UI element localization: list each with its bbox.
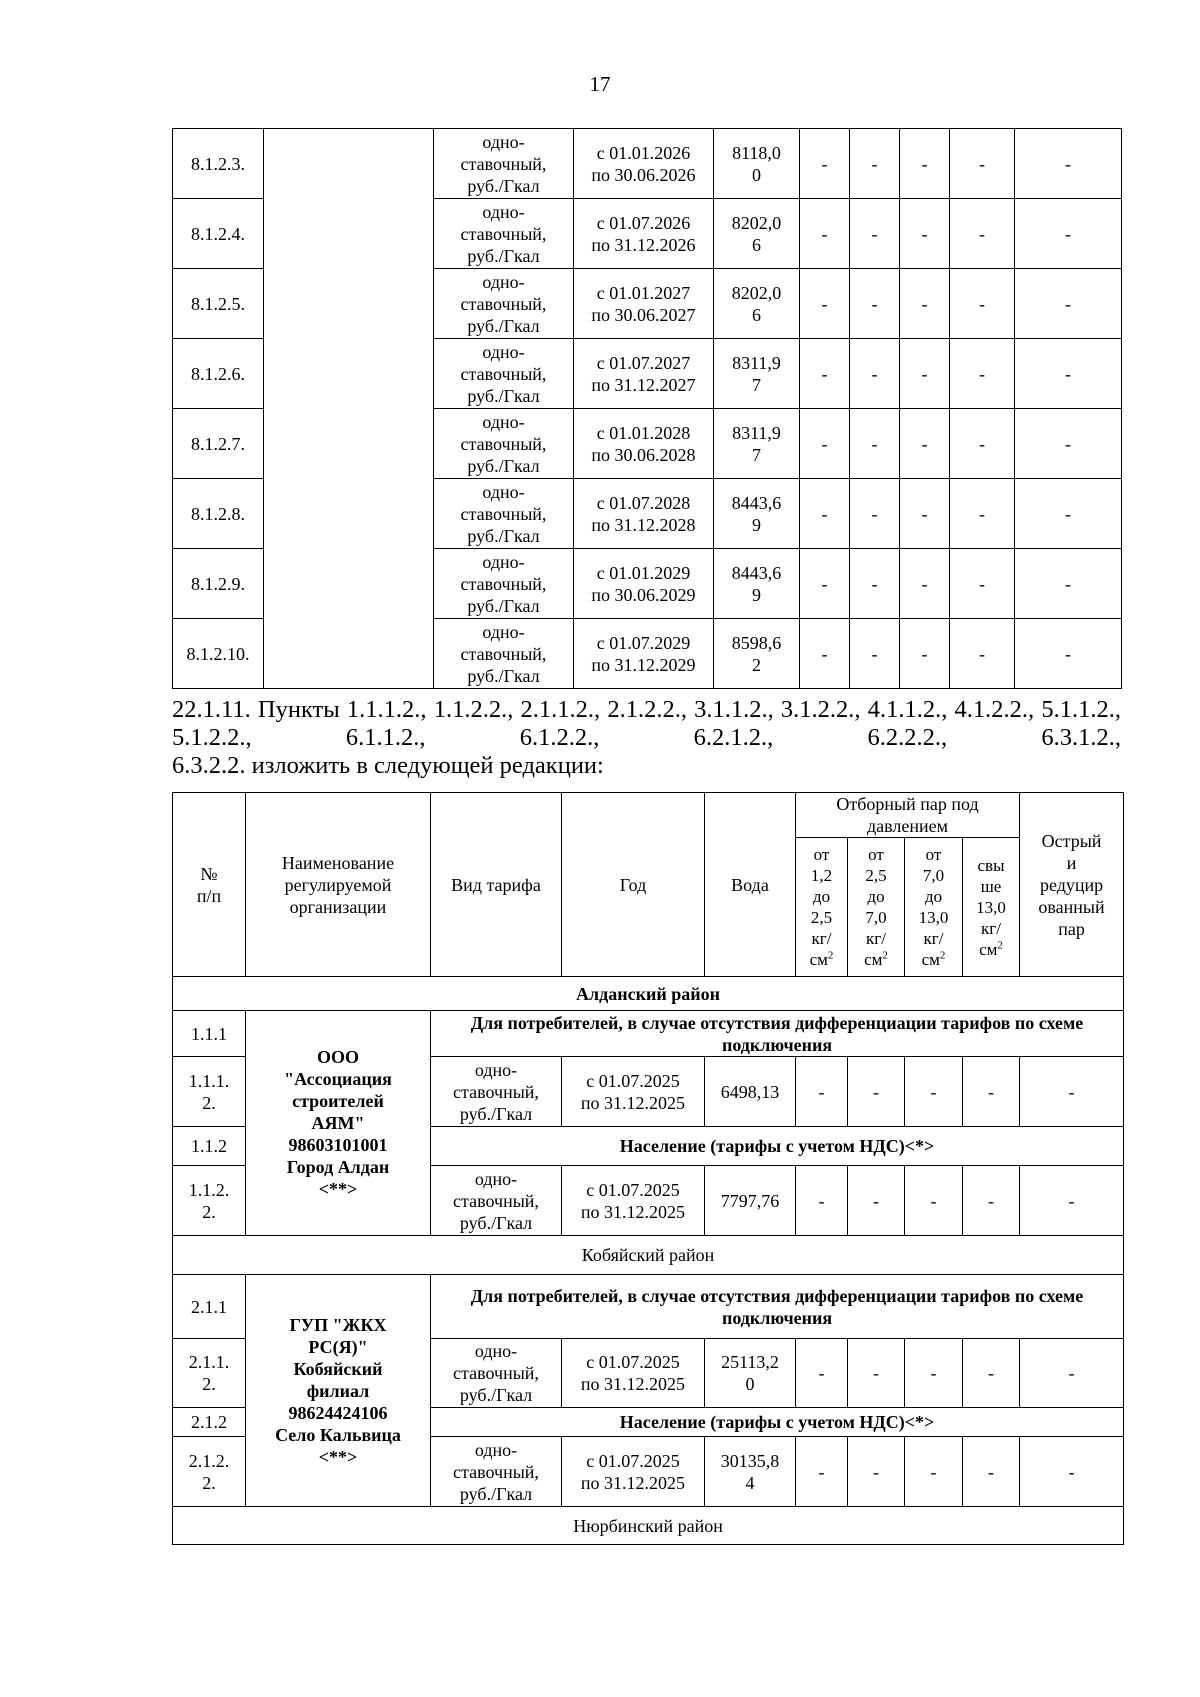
row-value: -	[800, 339, 850, 409]
row-value: -	[950, 199, 1015, 269]
row-value: -	[950, 479, 1015, 549]
row-num: 1.1.1	[173, 1011, 246, 1057]
row-value: -	[950, 549, 1015, 619]
row-value: -	[850, 409, 900, 479]
row-value: -	[850, 619, 900, 689]
row-value: -	[1020, 1166, 1124, 1236]
row-period: с 01.07.2025 по 31.12.2025	[562, 1339, 705, 1408]
row-num: 2.1.1. 2.	[173, 1339, 246, 1408]
row-value: -	[905, 1339, 963, 1408]
tariff-table-continued	[172, 128, 1122, 689]
row-tariff-type: одно- ставочный, руб./Гкал	[431, 1057, 562, 1127]
row-num: 8.1.2.3.	[173, 129, 264, 199]
row-value: -	[963, 1166, 1020, 1236]
row-num: 8.1.2.7.	[173, 409, 264, 479]
row-value: -	[796, 1166, 848, 1236]
row-value: -	[1020, 1339, 1124, 1408]
amendment-text-line2: 6.3.2.2. изложить в следующей редакции:	[172, 752, 604, 779]
row-num: 1.1.2. 2.	[173, 1166, 246, 1236]
group-label: Население (тарифы с учетом НДС)<*>	[431, 1127, 1124, 1166]
row-tariff-type: одно- ставочный, руб./Гкал	[434, 339, 574, 409]
row-value: -	[850, 479, 900, 549]
row-value: -	[900, 479, 950, 549]
row-value: -	[900, 409, 950, 479]
row-value: -	[800, 269, 850, 339]
row-num: 8.1.2.9.	[173, 549, 264, 619]
row-tariff-type: одно- ставочный, руб./Гкал	[434, 409, 574, 479]
row-value: -	[950, 409, 1015, 479]
group-label: Население (тарифы с учетом НДС)<*>	[431, 1408, 1124, 1437]
row-period: с 01.07.2026 по 31.12.2026	[574, 199, 714, 269]
row-value: -	[963, 1339, 1020, 1408]
row-water: 8443,6 9	[714, 479, 800, 549]
row-value: -	[800, 199, 850, 269]
organization-name-empty	[264, 129, 434, 689]
row-num: 8.1.2.5.	[173, 269, 264, 339]
header-steam-4: свы ше 13,0 кг/ $см^2$	[963, 838, 1020, 977]
row-value: -	[848, 1339, 905, 1408]
table-row	[173, 1275, 1124, 1339]
district-row	[173, 977, 1124, 1011]
row-num: 2.1.2. 2.	[173, 1437, 246, 1507]
row-value: -	[850, 129, 900, 199]
header-year: Год	[562, 793, 705, 977]
row-period: с 01.07.2029 по 31.12.2029	[574, 619, 714, 689]
row-tariff-type: одно- ставочный, руб./Гкал	[434, 549, 574, 619]
row-water: 25113,2 0	[705, 1339, 796, 1408]
row-water: 8202,0 6	[714, 199, 800, 269]
header-steam-3: от 7,0 до 13,0 кг/ $см^2$	[905, 838, 963, 977]
row-water: 8443,6 9	[714, 549, 800, 619]
row-water: 8202,0 6	[714, 269, 800, 339]
district-row	[173, 1236, 1124, 1275]
row-water: 7797,76	[705, 1166, 796, 1236]
row-value: -	[800, 619, 850, 689]
row-period: с 01.01.2028 по 30.06.2028	[574, 409, 714, 479]
row-num: 8.1.2.10.	[173, 619, 264, 689]
row-value: -	[848, 1166, 905, 1236]
row-value: -	[796, 1339, 848, 1408]
header-steam-1: от 1,2 до 2,5 кг/ $см^2$	[796, 838, 848, 977]
row-value: -	[796, 1437, 848, 1507]
row-water: 8311,9 7	[714, 409, 800, 479]
row-value: -	[950, 619, 1015, 689]
row-period: с 01.07.2025 по 31.12.2025	[562, 1166, 705, 1236]
row-value: -	[848, 1057, 905, 1127]
row-tariff-type: одно- ставочный, руб./Гкал	[431, 1437, 562, 1507]
row-value: -	[1015, 479, 1122, 549]
row-num: 8.1.2.6.	[173, 339, 264, 409]
row-period: с 01.07.2025 по 31.12.2025	[562, 1437, 705, 1507]
row-tariff-type: одно- ставочный, руб./Гкал	[431, 1166, 562, 1236]
row-value: -	[1015, 549, 1122, 619]
row-value: -	[963, 1437, 1020, 1507]
amendment-text-line1: 22.1.11. Пункты 1.1.1.2., 1.1.2.2., 2.1.1.2., 2.1.2.2., 3.1.1.2., 3.1.2.2., 4.1.1.2., 4.1.2.2., 5.1.1.2., 5.1.2.2., 6.1.1.2., 6.1.2.2., 6.2.1.2., 6.2.2.2., 6.3.1.2.,	[172, 696, 1121, 751]
row-value: -	[905, 1437, 963, 1507]
row-value: -	[800, 549, 850, 619]
row-water: 8118,0 0	[714, 129, 800, 199]
organization-name: ГУП "ЖКХ РС(Я)" Кобяйский филиал 98624424106 Село Кальвица <**>	[246, 1275, 431, 1507]
organization-name: ООО "Ассоциация строителей АЯМ" 98603101001 Город Алдан <**>	[246, 1011, 431, 1236]
header-sharp-steam: Острый и редуцир ованный пар	[1020, 793, 1124, 977]
row-tariff-type: одно- ставочный, руб./Гкал	[434, 479, 574, 549]
row-value: -	[850, 549, 900, 619]
row-period: с 01.01.2026 по 30.06.2026	[574, 129, 714, 199]
row-period: с 01.07.2025 по 31.12.2025	[562, 1057, 705, 1127]
row-value: -	[900, 619, 950, 689]
page-number: 17	[589, 72, 611, 96]
row-value: -	[1020, 1437, 1124, 1507]
district-aldan: Алданский район	[173, 977, 1124, 1011]
row-num: 2.1.1	[173, 1275, 246, 1339]
row-value: -	[900, 549, 950, 619]
row-period: с 01.01.2027 по 30.06.2027	[574, 269, 714, 339]
row-value: -	[848, 1437, 905, 1507]
row-period: с 01.07.2027 по 31.12.2027	[574, 339, 714, 409]
row-value: -	[905, 1166, 963, 1236]
row-value: -	[950, 339, 1015, 409]
header-water: Вода	[705, 793, 796, 977]
row-value: -	[850, 199, 900, 269]
row-value: -	[850, 269, 900, 339]
row-water: 30135,8 4	[705, 1437, 796, 1507]
row-water: 8311,9 7	[714, 339, 800, 409]
row-value: -	[800, 409, 850, 479]
row-value: -	[800, 129, 850, 199]
row-value: -	[900, 199, 950, 269]
row-tariff-type: одно- ставочный, руб./Гкал	[431, 1339, 562, 1408]
row-value: -	[1015, 129, 1122, 199]
row-tariff-type: одно- ставочный, руб./Гкал	[434, 129, 574, 199]
row-value: -	[796, 1057, 848, 1127]
row-value: -	[800, 479, 850, 549]
table-row	[173, 1011, 1124, 1057]
row-value: -	[900, 129, 950, 199]
group-label: Для потребителей, в случае отсутствия дифференциации тарифов по схеме подключения	[431, 1011, 1124, 1057]
row-value: -	[1015, 409, 1122, 479]
district-kobyai: Кобяйский район	[173, 1236, 1124, 1275]
row-water: 6498,13	[705, 1057, 796, 1127]
tariff-table	[172, 792, 1124, 1545]
header-steam-2: от 2,5 до 7,0 кг/ $см^2$	[848, 838, 905, 977]
row-tariff-type: одно- ставочный, руб./Гкал	[434, 199, 574, 269]
row-value: -	[900, 339, 950, 409]
row-tariff-type: одно- ставочный, руб./Гкал	[434, 619, 574, 689]
header-num: № п/п	[173, 793, 246, 977]
table-row	[173, 129, 1122, 199]
row-num: 1.1.1. 2.	[173, 1057, 246, 1127]
row-value: -	[950, 129, 1015, 199]
row-value: -	[1015, 269, 1122, 339]
row-value: -	[850, 339, 900, 409]
row-period: с 01.01.2029 по 30.06.2029	[574, 549, 714, 619]
row-value: -	[900, 269, 950, 339]
row-value: -	[963, 1057, 1020, 1127]
table-header-row	[173, 793, 1124, 838]
row-value: -	[1015, 619, 1122, 689]
amendment-paragraph	[172, 696, 1121, 780]
group-label: Для потребителей, в случае отсутствия дифференциации тарифов по схеме подключения	[431, 1275, 1124, 1339]
header-tariff-type: Вид тарифа	[431, 793, 562, 977]
row-value: -	[905, 1057, 963, 1127]
header-steam-group: Отборный пар под давлением	[796, 793, 1020, 838]
district-row	[173, 1507, 1124, 1545]
district-nyurba: Нюрбинский район	[173, 1507, 1124, 1545]
row-value: -	[950, 269, 1015, 339]
row-num: 2.1.2	[173, 1408, 246, 1437]
row-num: 8.1.2.4.	[173, 199, 264, 269]
header-organization: Наименование регулируемой организации	[246, 793, 431, 977]
row-tariff-type: одно- ставочный, руб./Гкал	[434, 269, 574, 339]
row-value: -	[1015, 199, 1122, 269]
row-num: 8.1.2.8.	[173, 479, 264, 549]
row-water: 8598,6 2	[714, 619, 800, 689]
row-value: -	[1015, 339, 1122, 409]
row-period: с 01.07.2028 по 31.12.2028	[574, 479, 714, 549]
row-num: 1.1.2	[173, 1127, 246, 1166]
row-value: -	[1020, 1057, 1124, 1127]
